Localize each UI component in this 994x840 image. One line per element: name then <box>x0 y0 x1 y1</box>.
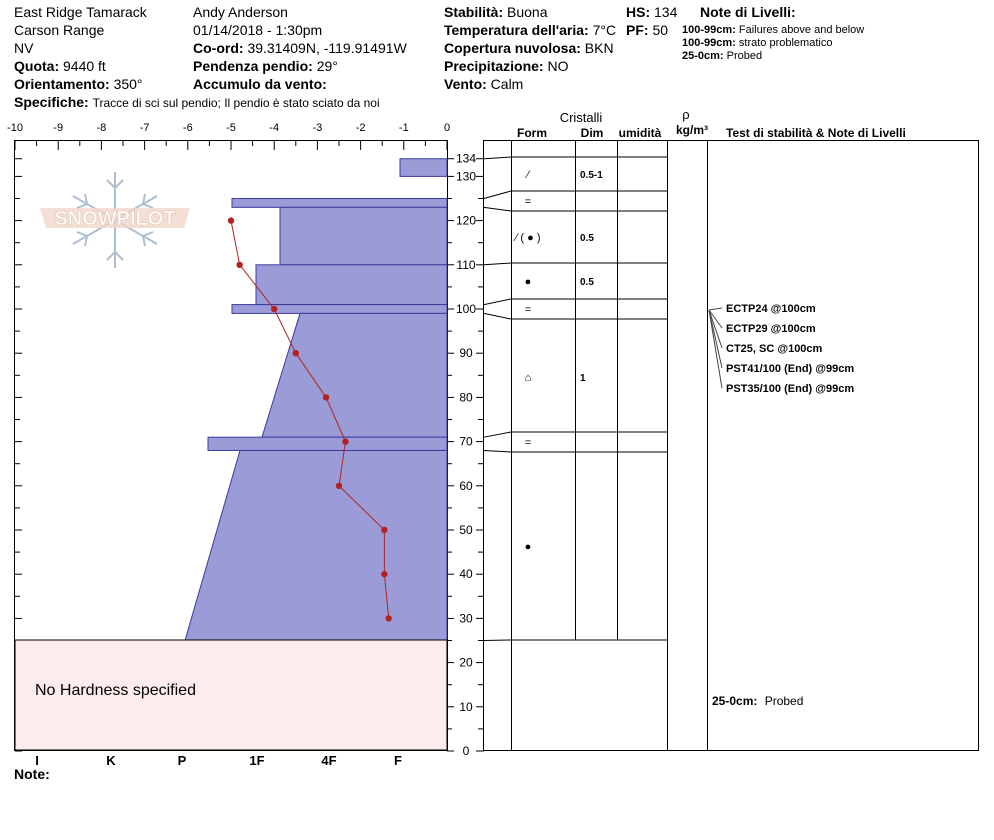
hardness-scale <box>35 753 402 768</box>
probed-note <box>712 694 803 708</box>
range-name: Carson Range <box>14 22 105 38</box>
windload-label: Accumulo da vento: <box>193 76 327 92</box>
temp-point <box>323 394 329 400</box>
test-pointer <box>709 310 722 388</box>
grain-size: 0.5 <box>580 233 594 244</box>
observation-datetime: 01/14/2018 - 1:30pm <box>193 22 323 38</box>
no-hardness-text: No Hardness specified <box>35 682 196 699</box>
tests-header: Test di stabilità & Note di Livelli <box>726 126 906 140</box>
table-header <box>517 107 906 140</box>
hardness-label-p: P <box>177 753 187 768</box>
height-tick-label: 50 <box>459 523 473 537</box>
pf-value: 50 <box>652 22 669 38</box>
grain-form: ⁄ ( ● ) <box>515 232 541 244</box>
aspect-value: 350° <box>113 76 143 92</box>
hardness-layer <box>208 437 447 450</box>
airtemp-label: Temperatura dell'aria: <box>444 22 589 38</box>
sky-label: Copertura nuvolosa: <box>444 40 581 56</box>
crystals-header: Cristalli <box>559 110 603 125</box>
height-tick-label: 100 <box>455 302 477 316</box>
precip-label: Precipitazione: <box>444 58 544 74</box>
temp-tick-label: -6 <box>182 122 193 134</box>
density-unit: kg/m³ <box>675 123 709 137</box>
temp-tick-label: -2 <box>355 122 366 134</box>
temp-point <box>385 615 391 621</box>
hardness-layer <box>400 159 447 177</box>
wind-label: Vento: <box>444 76 487 92</box>
probed-text: Probed <box>764 694 804 708</box>
sky-value: BKN <box>584 40 614 56</box>
hs-label: HS: <box>626 4 651 20</box>
moisture-header: umidità <box>618 126 662 140</box>
layer-note-text: Probed <box>726 50 763 62</box>
stability-test: PST35/100 (End) @99cm <box>726 383 855 395</box>
stability-test: ECTP24 @100cm <box>726 303 816 315</box>
grain-size: 0.5-1 <box>580 170 603 181</box>
height-tick-label: 90 <box>459 346 473 361</box>
grain-form: ⁄ <box>527 169 529 181</box>
state-name: NV <box>14 40 34 56</box>
height-tick-label: 60 <box>459 478 473 493</box>
hardness-label-i: I <box>35 753 39 768</box>
precip-value: NO <box>547 58 569 74</box>
temperature-axis <box>7 122 450 150</box>
layer-notes-title: Note di Livelli: <box>700 4 796 20</box>
height-tick-label: 134 <box>455 151 477 166</box>
hardness-layer <box>262 313 447 437</box>
temp-tick-label: -9 <box>53 122 64 134</box>
airtemp-value: 7°C <box>592 22 617 38</box>
hardness-layer <box>256 265 447 305</box>
stability-test: PST41/100 (End) @99cm <box>726 363 855 375</box>
table-frame <box>484 141 979 751</box>
hardness-label-f: F <box>394 753 402 768</box>
height-tick-label: 20 <box>459 655 473 670</box>
test-pointer <box>709 308 722 310</box>
temp-tick-label: -5 <box>226 122 236 134</box>
layer-boundary <box>484 640 667 641</box>
grain-form: ● <box>524 541 532 553</box>
specifics-label: Specifiche: <box>14 94 89 110</box>
elevation-label: Quota: <box>14 58 60 74</box>
snowpilot-logo <box>40 172 190 268</box>
layer-note-range: 25-0cm: <box>682 50 724 62</box>
height-tick-label: 130 <box>455 169 477 184</box>
hardness-label-k: K <box>106 753 116 768</box>
hardness-layer <box>185 450 447 640</box>
temp-point <box>271 306 277 312</box>
temp-tick-label: -7 <box>139 122 150 134</box>
probed-range: 25-0cm: <box>712 694 758 708</box>
temp-tick-label: -3 <box>312 122 323 134</box>
location-name: East Ridge Tamarack <box>14 4 147 20</box>
density-symbol: ρ <box>682 107 690 122</box>
temp-tick-label: 0 <box>443 122 451 134</box>
grain-size: 1 <box>580 373 586 384</box>
observer-name: Andy Anderson <box>193 4 288 20</box>
hardness-layer <box>232 199 447 208</box>
logo-text: SNOWPILOT <box>54 208 176 230</box>
coordinates-value: 39.31409N, -119.91491W <box>247 40 407 56</box>
grain-size: 0.5 <box>580 277 594 288</box>
pf-label: PF: <box>626 22 649 38</box>
hardness-layer <box>232 305 447 314</box>
form-header: Form <box>517 126 547 140</box>
height-tick-label: 120 <box>455 213 477 228</box>
temp-point <box>228 217 234 223</box>
temp-point <box>236 262 242 268</box>
crystal-table <box>484 107 979 751</box>
stability-test: ECTP29 @100cm <box>726 323 816 335</box>
height-tick-label: 80 <box>459 390 473 405</box>
temp-point <box>342 438 348 444</box>
size-header: Dim <box>580 126 604 140</box>
height-tick-label: 30 <box>459 611 473 626</box>
layer-note-text: strato problematico <box>738 37 833 49</box>
hardness-layer <box>280 207 447 264</box>
slope-value: 29° <box>316 58 338 74</box>
hardness-label-1f: 1F <box>249 753 265 768</box>
temp-tick-label: -10 <box>7 122 23 134</box>
temp-tick-label: -4 <box>269 122 280 134</box>
stability-label: Stabilità: <box>444 4 504 20</box>
height-tick-label: 70 <box>459 434 473 449</box>
height-tick-label: 0 <box>462 744 470 758</box>
test-pointer <box>709 310 722 348</box>
stability-test: CT25, SC @100cm <box>726 343 823 355</box>
grain-form: = <box>524 437 532 449</box>
coordinates-label: Co-ord: <box>193 40 244 56</box>
temp-point <box>293 350 299 356</box>
note-label: Note: <box>14 766 50 782</box>
height-tick-label: 110 <box>456 257 476 272</box>
temp-tick-label: -8 <box>96 122 107 134</box>
grain-form: = <box>524 196 532 208</box>
wind-value: Calm <box>490 76 524 92</box>
slope-label: Pendenza pendio: <box>193 58 313 74</box>
layer-note-range: 100-99cm: <box>682 24 736 36</box>
temp-tick-label: -1 <box>398 122 409 134</box>
height-tick-label: 10 <box>459 699 473 714</box>
hardness-label-4f: 4F <box>321 753 337 768</box>
height-tick-label: 40 <box>459 567 473 582</box>
grain-form: ● <box>524 276 532 288</box>
temp-point <box>336 483 342 489</box>
stability-value: Buona <box>507 4 548 20</box>
stability-tests <box>709 303 854 395</box>
temp-point <box>381 527 387 533</box>
layer-note-range: 100-99cm: <box>682 37 736 49</box>
grain-form: = <box>524 304 532 316</box>
specifics-value: Tracce di sci sul pendio; Il pendio è stato sciato da noi <box>92 96 380 110</box>
aspect-label: Orientamento: <box>14 76 110 92</box>
grain-form: ⌂ <box>524 372 532 384</box>
temp-point <box>381 571 387 577</box>
elevation-value: 9440 ft <box>63 58 106 74</box>
layer-note-text: Failures above and below <box>738 24 865 36</box>
hardness-layers <box>185 159 447 641</box>
hs-value: 134 <box>654 4 678 20</box>
